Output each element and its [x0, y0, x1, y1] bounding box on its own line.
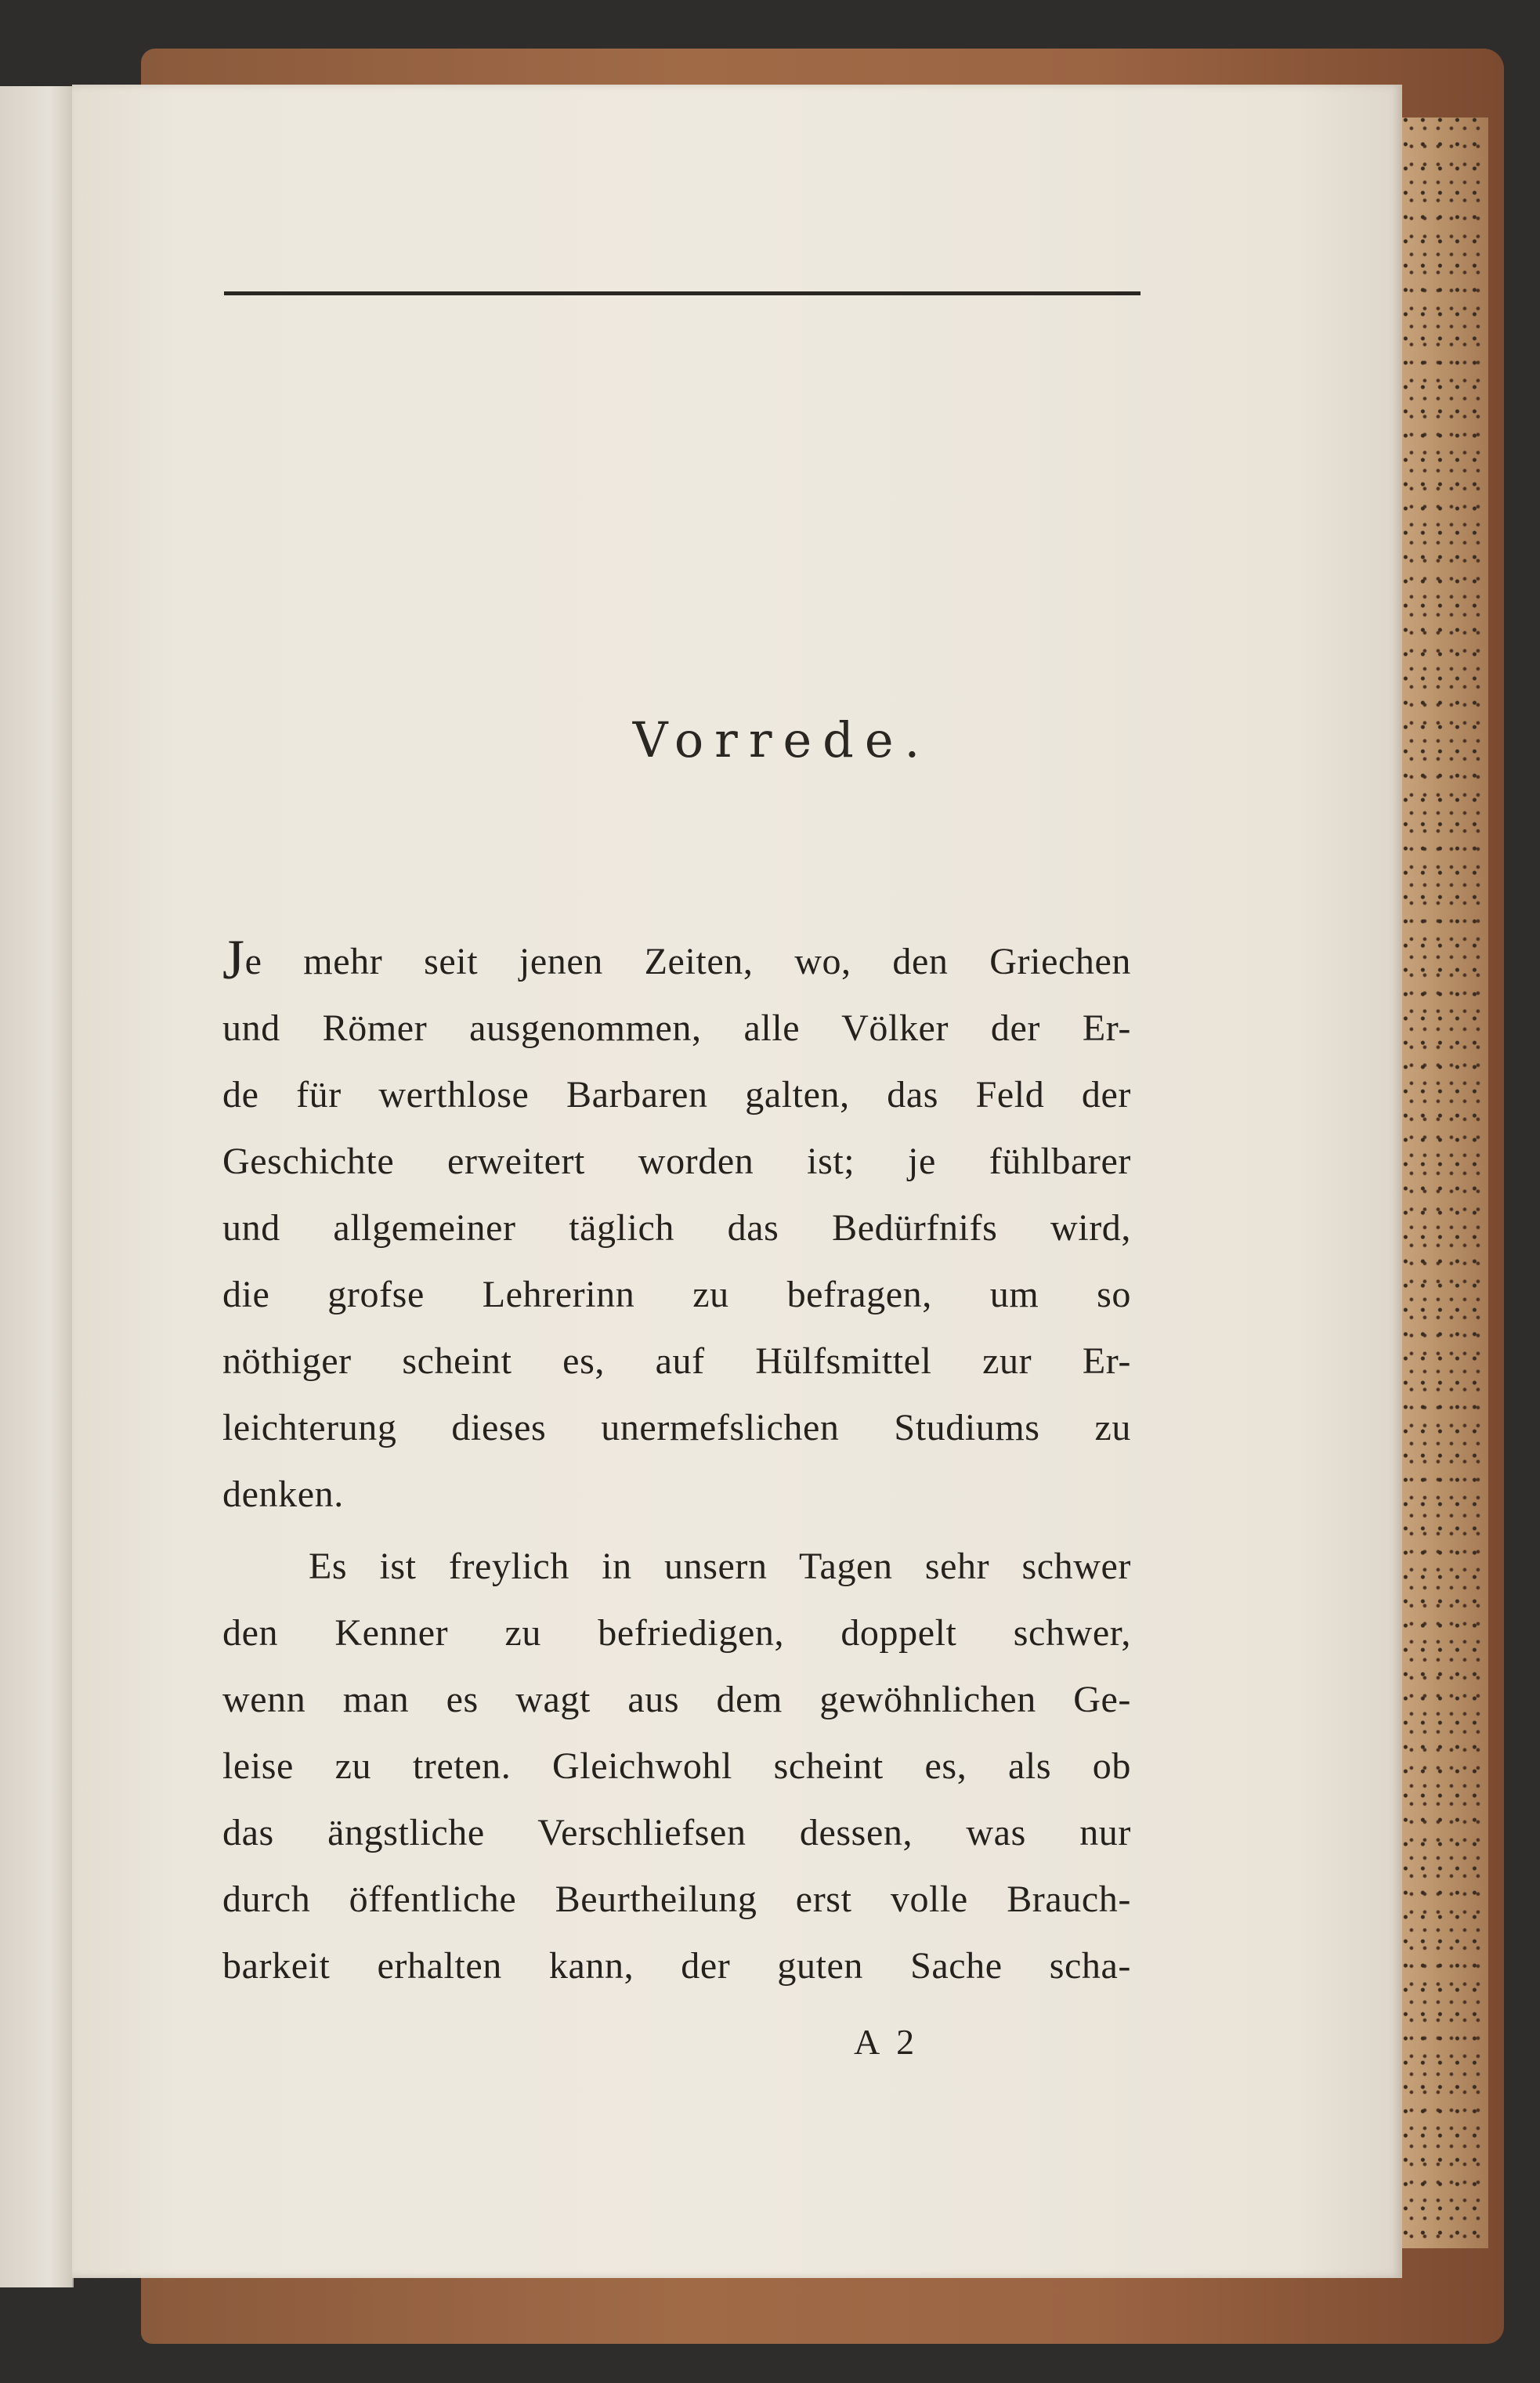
text-line: und allgemeiner täglich das Bedürfnifs wird, [222, 1207, 1131, 1249]
text-line: denken. [222, 1474, 344, 1515]
text-line: wenn man es wagt aus dem gewöhnlichen Ge- [222, 1679, 1131, 1720]
paragraph-2 [222, 1533, 1131, 1999]
text-line: nöthiger scheint es, auf Hülfsmittel zur Er- [222, 1340, 1131, 1382]
text-line: das ängstliche Verschliefsen dessen, was nur [222, 1812, 1131, 1853]
drop-cap: J [222, 928, 245, 991]
text-line: durch öffentliche Beurtheilung erst volle Brauch- [222, 1879, 1131, 1920]
page-heading: Vorrede. [632, 711, 931, 768]
text-line: leise zu treten. Gleichwohl scheint es, als ob [222, 1745, 1131, 1787]
text-line: barkeit erhalten kann, der guten Sache scha- [222, 1945, 1131, 1987]
text-line: die grofse Lehrerinn zu befragen, um so [222, 1274, 1131, 1315]
text-line: den Kenner zu befriedigen, doppelt schwer, [222, 1612, 1131, 1654]
text-line: Es ist freylich in unsern Tagen sehr schwer [309, 1546, 1131, 1587]
text-line: Geschichte erweitert worden ist; je fühlbarer [222, 1141, 1131, 1182]
header-rule [224, 291, 1141, 295]
signature-mark: A 2 [854, 2022, 920, 2062]
text-line: und Römer ausgenommen, alle Völker der Er- [222, 1007, 1131, 1049]
text-line: leichterung dieses unermefslichen Studiums zu [222, 1407, 1131, 1448]
text-line: de für werthlose Barbaren galten, das Feld der [222, 1074, 1131, 1116]
text-line: Je mehr seit jenen Zeiten, wo, den Griechen [222, 928, 1131, 991]
paragraph-1 [222, 928, 1131, 1528]
facing-page-edge [0, 86, 74, 2287]
page-edges [1394, 118, 1488, 2248]
